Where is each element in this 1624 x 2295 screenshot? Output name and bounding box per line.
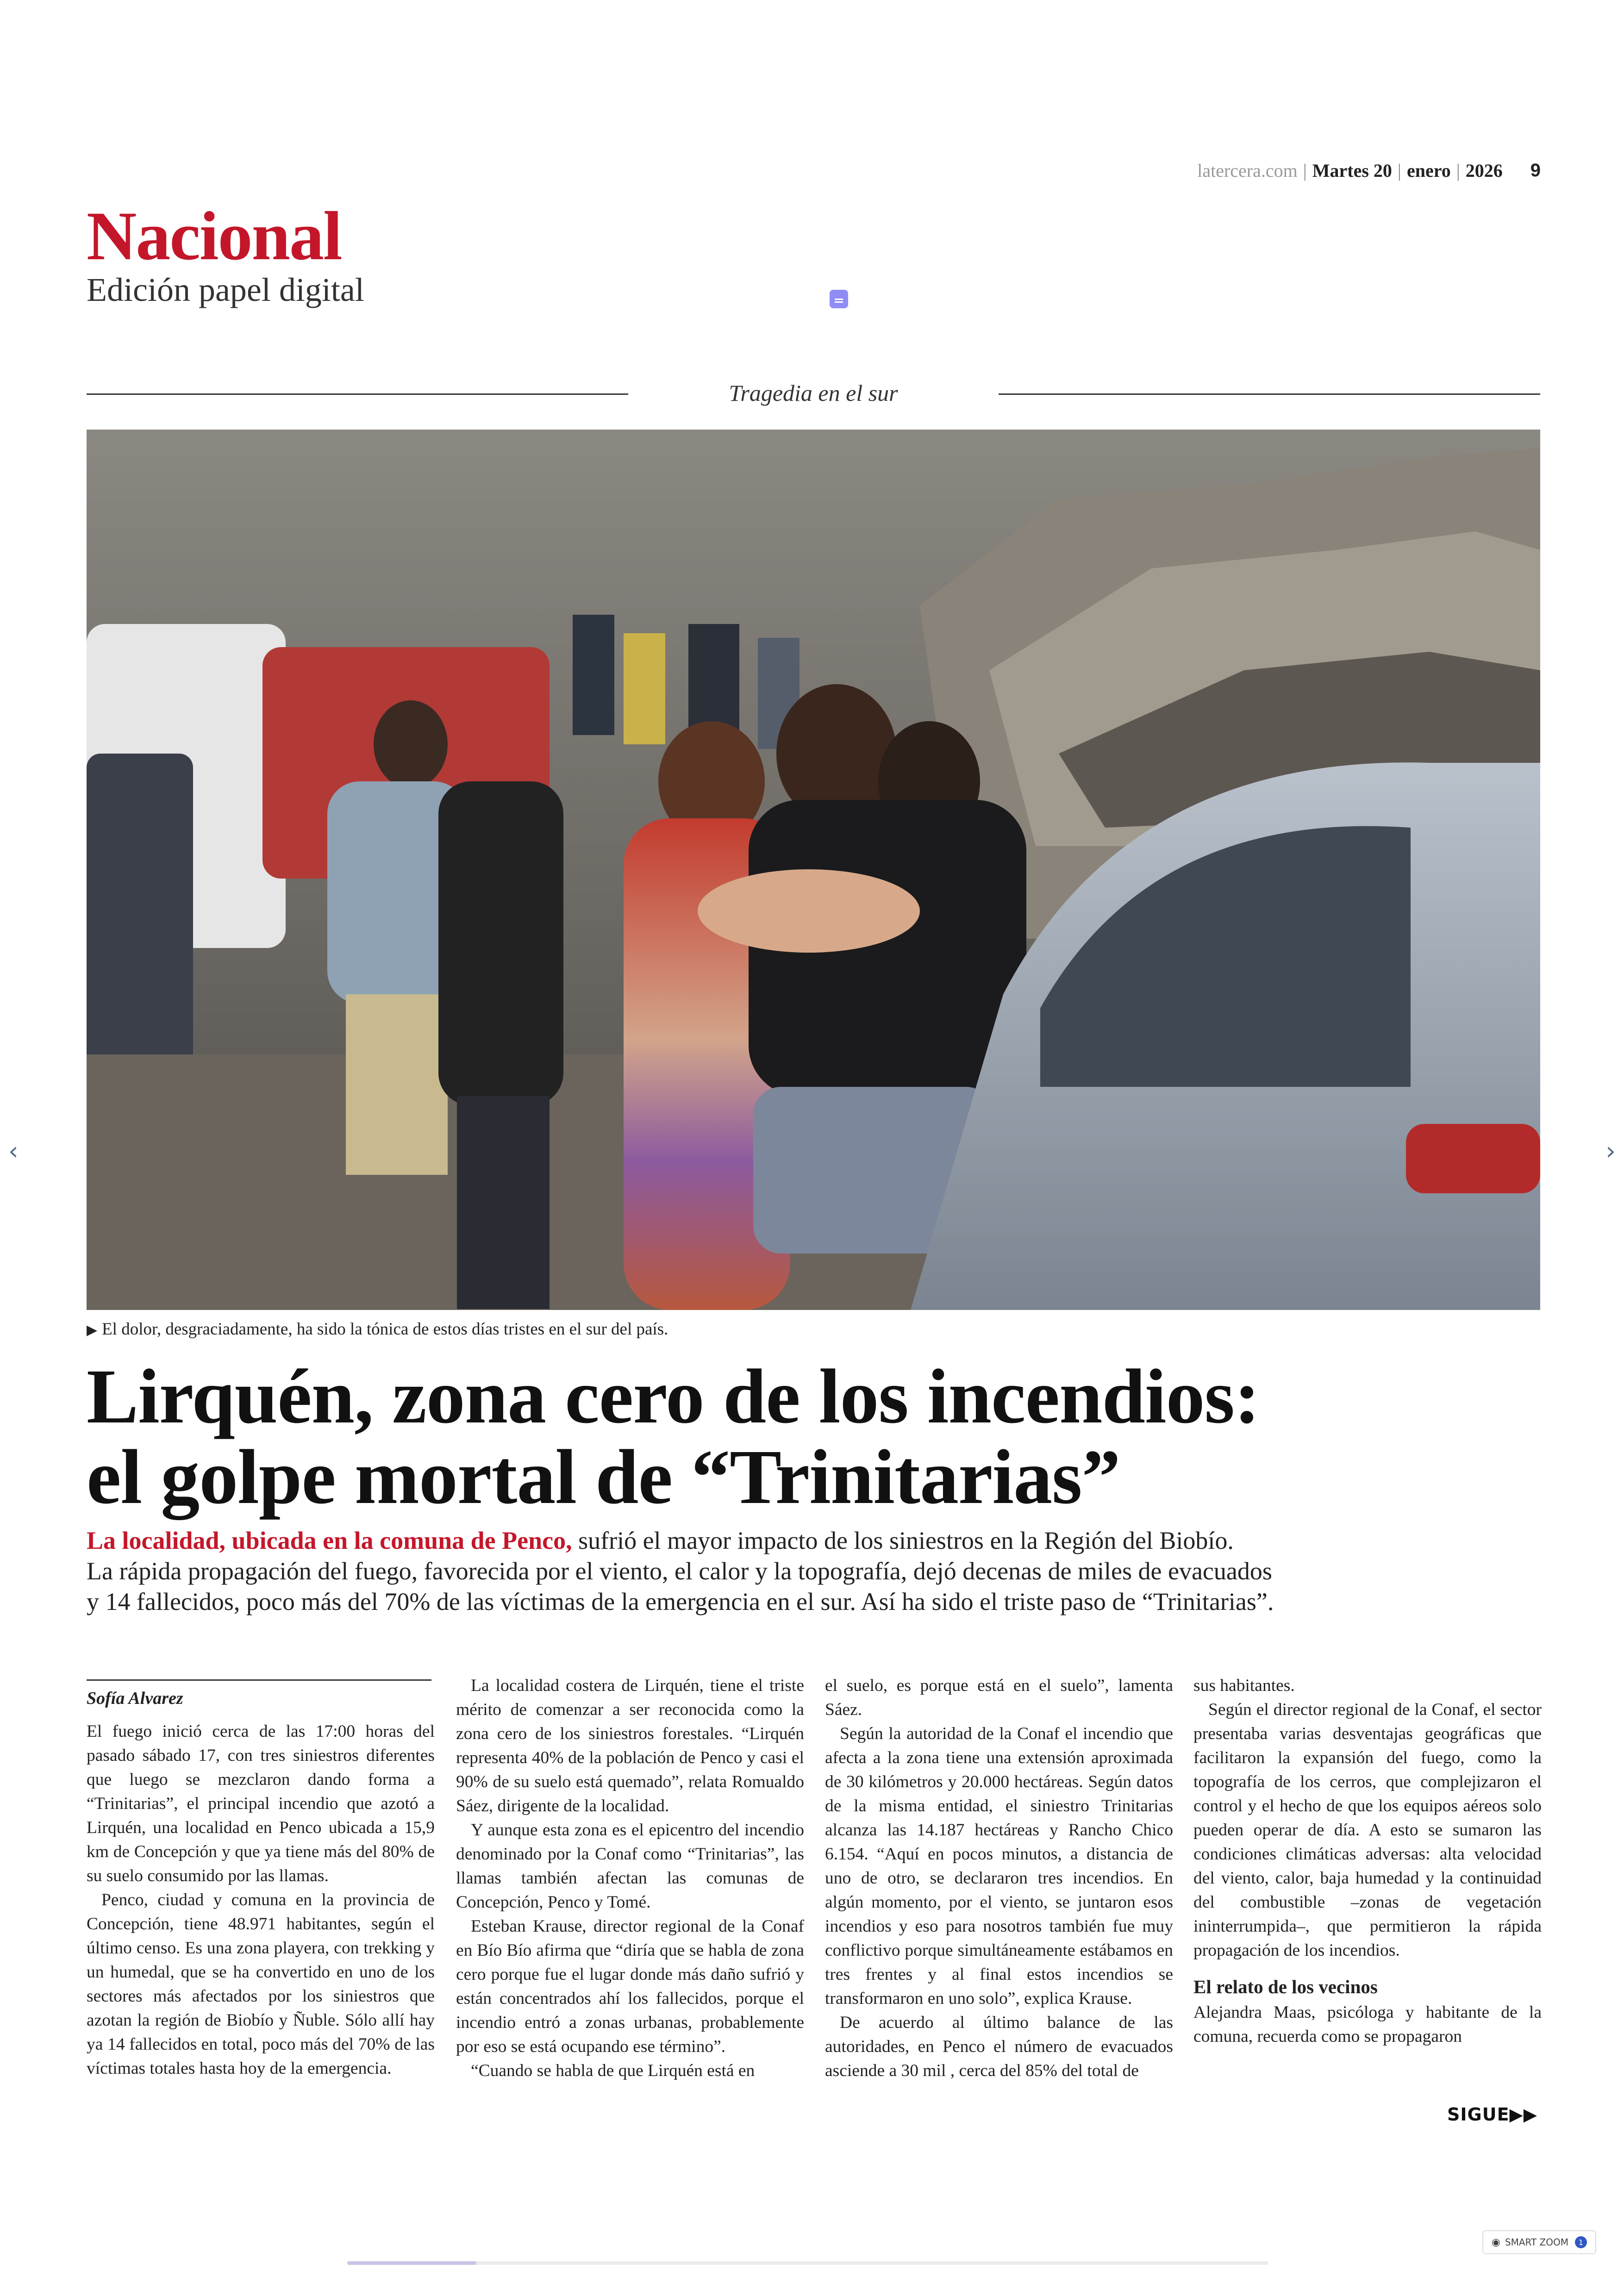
- byline: Sofía Alvarez: [87, 1679, 431, 1709]
- paragraph: Según la autoridad de la Conaf el incendio que afecta a la zona tiene una extensión aproximada de 30 kilómetros y 20.000 hectáreas. Según datos de la misma entidad, el siniestro Trinitarias alcanza las 14.187 hectáreas y Rancho Chico 6.154. “Aquí en pocos minutos, a distancia de uno de otro, se declararon tres incendios. En algún momento, por el viento, se juntaron esos incendios y eso para nosotros también fue muy conflictivo porque simultáneamente estábamos en tres frentes y al final estos incendios se transformaron en uno solo”, explica Krause.: [825, 1724, 1173, 2008]
- site-name: latercera.com: [1197, 160, 1298, 181]
- paragraph: Esteban Krause, director regional de la Conaf en Bío Bío afirma que “diría que se habla de zona cero porque fue el lugar donde más daño sufrió y están concentrados ahí los fallecidos, porque el incendio entró a zonas urbanas, probablemente por eso se está ocupando ese término”.: [456, 1917, 804, 2056]
- date-day: Martes 20: [1312, 160, 1392, 181]
- kicker-text: Tragedia en el sur: [729, 380, 898, 406]
- chevron-left-icon[interactable]: ‹: [8, 1136, 19, 1166]
- paragraph: Según el director regional de la Conaf, el sector presentaba varias desventajas geográficas que facilitaron la expansión del fuego, como la topografía de los cerros, que complejizaron el control y el hecho de que los equipos aéreos solo pueden operar de día. A esto se sumaron las condiciones climáticas adversas: alta velocidad del viento, calor, baja humedad y la continuidad del combustible –zonas de vegetación ininterrumpida–, que permitieron la rápida propagación de los incendios.: [1193, 1700, 1542, 1960]
- paragraph: De acuerdo al último balance de las autoridades, en Penco el número de evacuados asciende a 30 mil , cerca del 85% del total de: [825, 2013, 1173, 2080]
- body-column-1: [87, 1720, 435, 2081]
- photo-caption: [87, 1319, 668, 1339]
- paragraph: el suelo, es porque está en el suelo”, lamenta Sáez.: [825, 1676, 1173, 1719]
- paragraph: “Cuando se habla de que Lirquén está en: [471, 2061, 755, 2080]
- smart-zoom-label: SMART ZOOM: [1505, 2237, 1568, 2248]
- date-year: 2026: [1465, 160, 1503, 181]
- body-column-3: [825, 1674, 1173, 2083]
- chevron-right-icon[interactable]: ›: [1605, 1136, 1616, 1166]
- photo-illustration: [87, 430, 1540, 1310]
- kicker-rule-right: [999, 393, 1540, 395]
- page-number: 9: [1530, 160, 1541, 181]
- section-title: Nacional: [87, 198, 342, 274]
- zoom-badge: 1: [1575, 2236, 1587, 2248]
- body-column-2: [456, 1674, 804, 2083]
- paragraph: La localidad costera de Lirquén, tiene el triste mérito de comenzar a ser reconocida como la zona cero de los siniestros forestales. “Lirquén representa 40% de la población de Penco y casi el 90% de su suelo está quemado”, relata Romualdo Sáez, dirigente de la localidad.: [456, 1676, 804, 1815]
- deck: [87, 1525, 1549, 1617]
- page-header-meta: latercera.com | Martes 20 | enero | 2026 9: [1197, 160, 1541, 181]
- paragraph: El fuego inició cerca de las 17:00 horas del pasado sábado 17, con tres siniestros diferentes que luego se mezclaron dando forma a “Trinitarias”, el principal incendio que azotó a Lirquén, una localidad en Penco ubicada a 15,9 km de Concepción y que ya tiene más del 80% de su suelo consumido por las llamas.: [87, 1722, 435, 1885]
- deck-line-1-rest: sufrió el mayor impacto de los siniestros en la Región del Biobío.: [578, 1527, 1234, 1554]
- headline-line-2: el golpe mortal de “Trinitarias”: [87, 1434, 1120, 1520]
- sigue-link[interactable]: [1447, 2104, 1537, 2125]
- date-month: enero: [1406, 160, 1451, 181]
- headline-line-1: Lirquén, zona cero de los incendios:: [87, 1353, 1260, 1440]
- section-subtitle: Edición papel digital: [87, 271, 364, 308]
- paragraph: Y aunque esta zona es el epicentro del incendio denominado por la Conaf como “Trinitarias”, las llamas también afectan las comunas de Concepción, Penco y Tomé.: [456, 1821, 804, 1912]
- reading-progress-bar[interactable]: [347, 2261, 1268, 2265]
- deck-line-3: y 14 fallecidos, poco más del 70% de las víctimas de la emergencia en el sur. Así ha sido el triste paso de “Trinitarias”.: [87, 1588, 1274, 1615]
- eye-icon: ◉: [1491, 2236, 1500, 2248]
- sigue-label: SIGUE: [1447, 2104, 1510, 2125]
- caption-triangle-icon: ▶: [87, 1322, 98, 1338]
- paragraph: Penco, ciudad y comuna en la provincia de Concepción, tiene 48.971 habitantes, según el último censo. Es una zona playera, con trekking y un humedal, que se ha convertido en uno de los sectores más afectados por los siniestros que azotan la región de Biobío y Ñuble. Sólo allí hay ya 14 fallecidos en total, poco más del 70% de las víctimas totales hasta hoy de la emergencia.: [87, 1890, 435, 2078]
- menu-widget-icon[interactable]: [830, 290, 848, 308]
- lead-photo: [87, 430, 1540, 1310]
- kicker: [87, 380, 1540, 407]
- double-arrow-icon: ▶▶: [1509, 2104, 1537, 2125]
- paragraph: Alejandra Maas, psicóloga y habitante de la comuna, recuerda como se propagaron: [1193, 2003, 1542, 2046]
- smart-zoom-button[interactable]: [1482, 2230, 1596, 2254]
- subheading: El relato de los vecinos: [1193, 1976, 1378, 1997]
- deck-line-1: [87, 1525, 1549, 1556]
- paragraph: sus habitantes.: [1193, 1676, 1295, 1695]
- deck-lead: La localidad, ubicada en la comuna de Penco,: [87, 1527, 572, 1554]
- body-column-4: [1193, 1674, 1542, 2049]
- headline: [87, 1353, 1545, 1520]
- caption-text: El dolor, desgraciadamente, ha sido la tónica de estos días tristes en el sur del país.: [102, 1320, 668, 1339]
- progress-fill: [347, 2261, 476, 2265]
- deck-line-2: La rápida propagación del fuego, favorecida por el viento, el calor y la topografía, dejó decenas de miles de evacuados: [87, 1557, 1272, 1585]
